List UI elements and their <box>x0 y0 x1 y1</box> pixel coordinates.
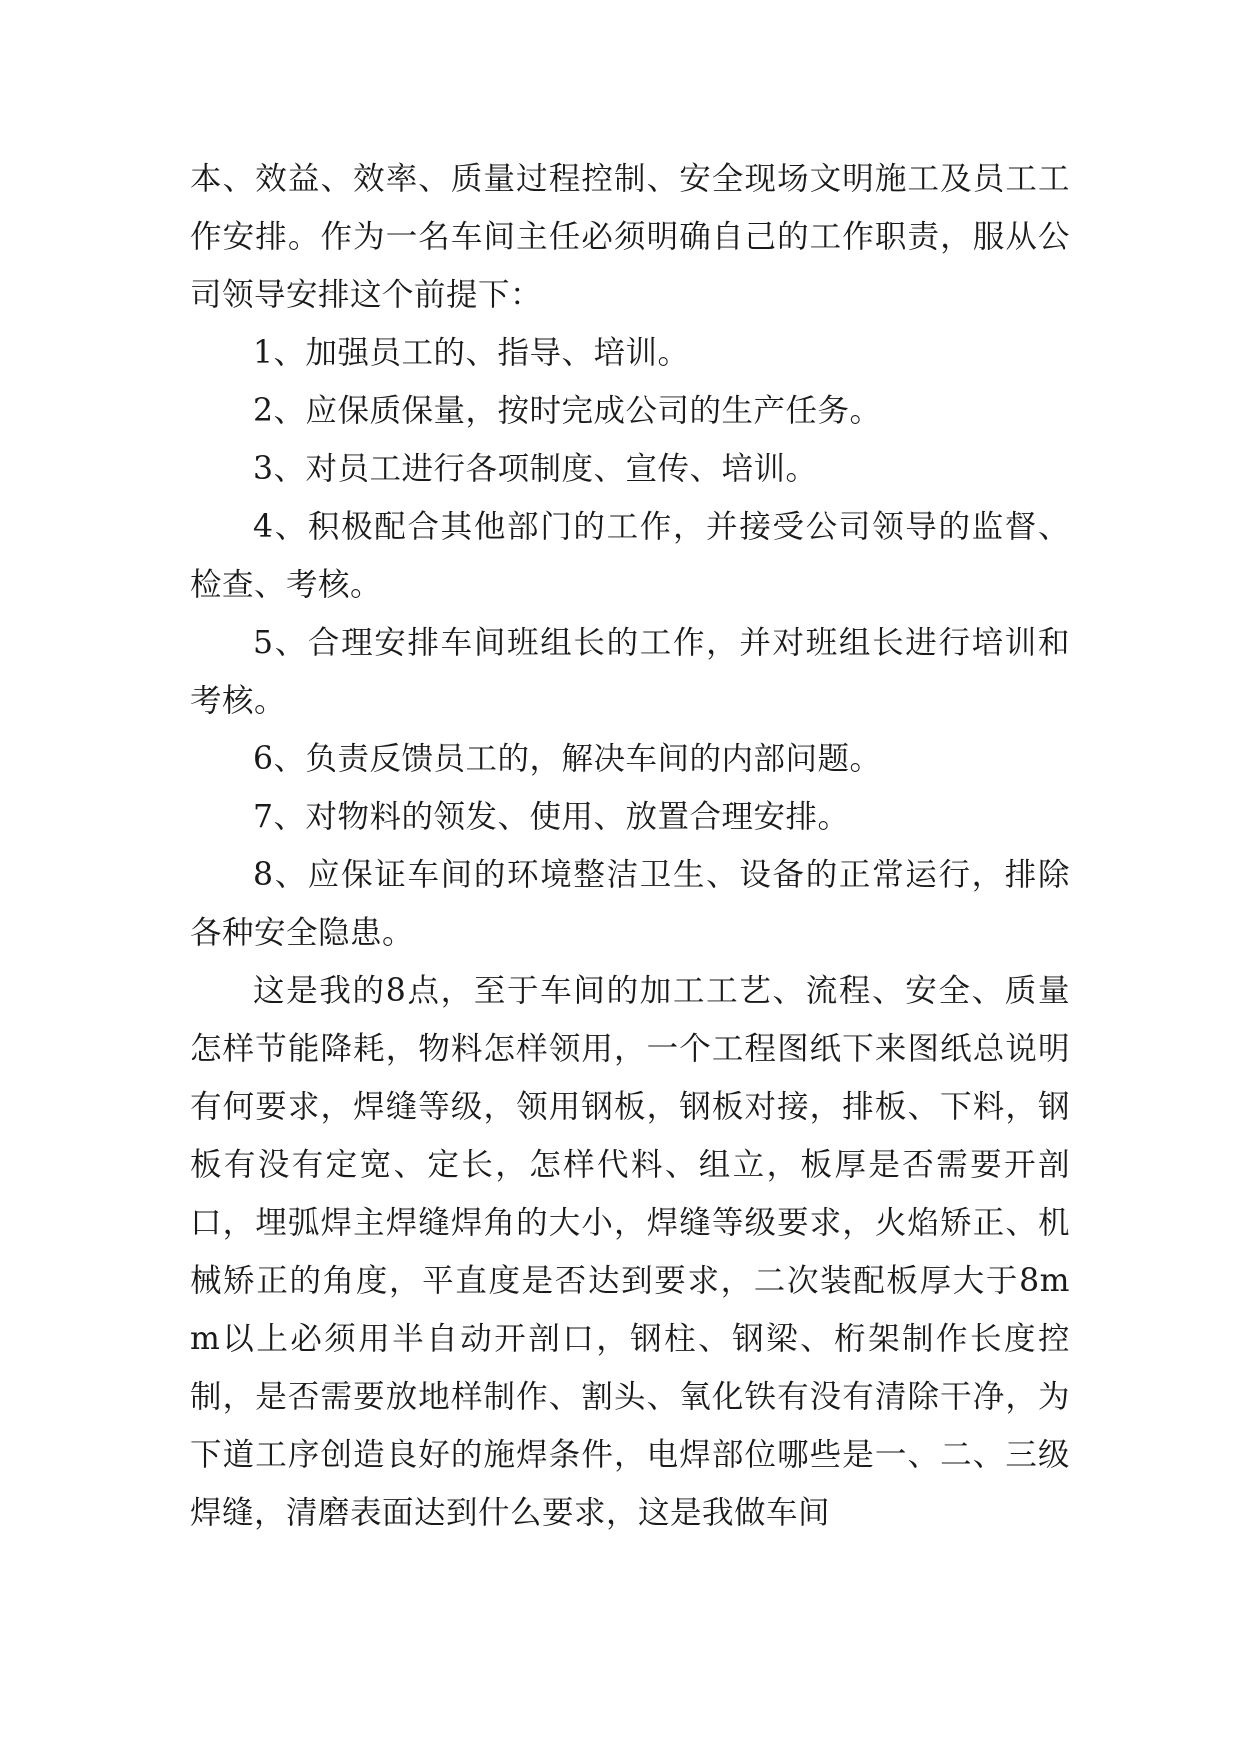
paragraph-intro: 本、效益、效率、质量过程控制、安全现场文明施工及员工工作安排。作为一名车间主任必须明确自己的工作职责，服从公司领导安排这个前提下： <box>190 161 1070 313</box>
list-item-3: 3、对员工进行各项制度、宣传、培训。 <box>253 451 818 487</box>
list-item-1: 1、加强员工的、指导、培训。 <box>253 335 690 371</box>
list-item-6: 6、负责反馈员工的，解决车间的内部问题。 <box>253 741 882 777</box>
list-item-7: 7、对物料的领发、使用、放置合理安排。 <box>253 799 850 835</box>
list-item-4: 4、积极配合其他部门的工作，并接受公司领导的监督、检查、考核。 <box>190 509 1070 603</box>
list-item-5: 5、合理安排车间班组长的工作，并对班组长进行培训和考核。 <box>190 625 1070 719</box>
paragraph-details: 这是我的8点，至于车间的加工工艺、流程、安全、质量怎样节能降耗，物料怎样领用，一个工程图纸下来图纸总说明有何要求，焊缝等级，领用钢板，钢板对接，排板、下料，钢板有没有定宽、定长，怎样代料、组立，板厚是否需要开剖口，埋弧焊主焊缝焊角的大小，焊缝等级要求，火焰矫正、机械矫正的角度，平直度是否达到要求，二次装配板厚大于8mm以上必须用半自动开剖口，钢柱、钢梁、桁架制作长度控制，是否需要放地样制作、割头、氧化铁有没有清除干净，为下道工序创造良好的施焊条件，电焊部位哪些是一、二、三级焊缝，清磨表面达到什么要求，这是我做车间 <box>190 973 1070 1531</box>
document-body <box>190 150 1070 1542</box>
list-item-2: 2、应保质保量，按时完成公司的生产任务。 <box>253 393 882 429</box>
list-item-8: 8、应保证车间的环境整洁卫生、设备的正常运行，排除各种安全隐患。 <box>190 857 1070 951</box>
